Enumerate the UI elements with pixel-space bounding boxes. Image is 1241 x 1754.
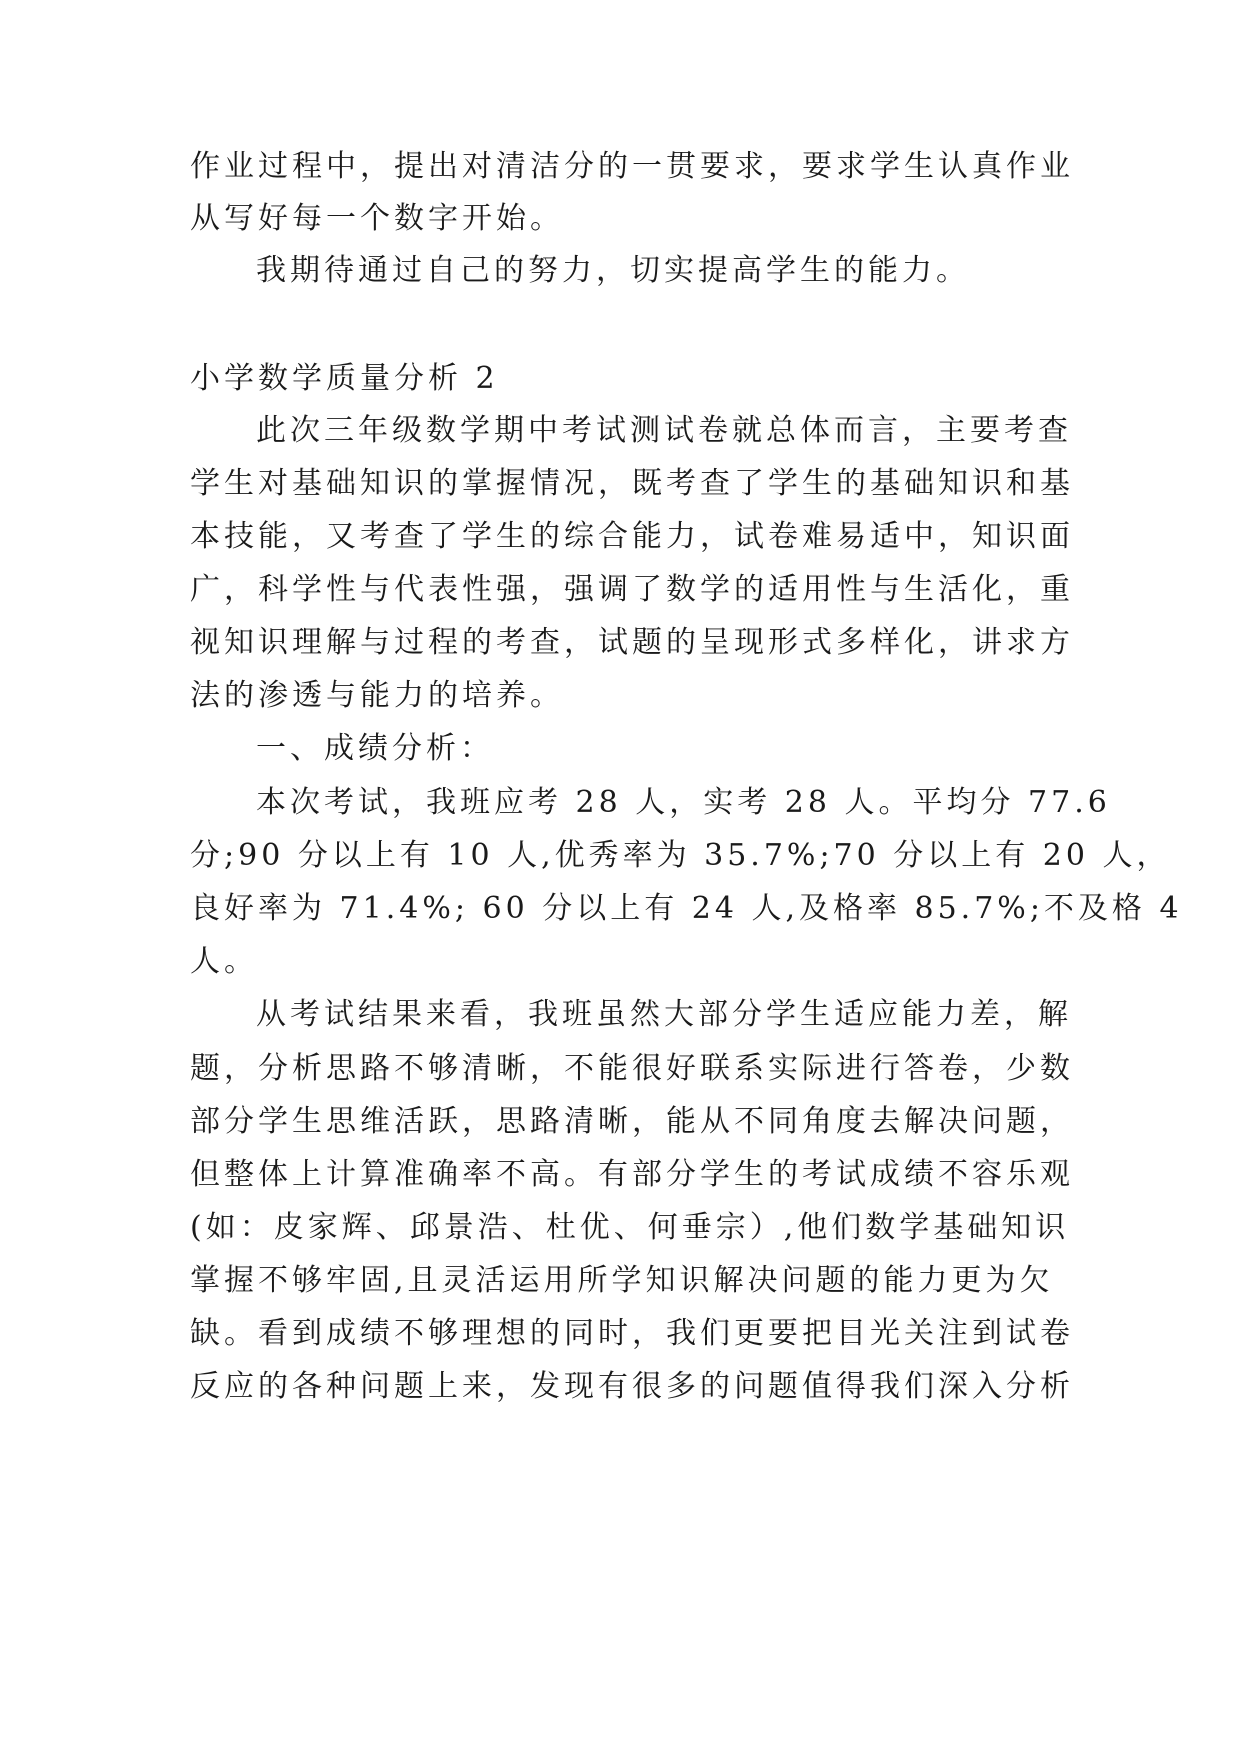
paragraph-line: 广，科学性与代表性强，强调了数学的适用性与生活化，重 bbox=[190, 572, 1074, 607]
subsection-heading: 一、成绩分析： bbox=[256, 731, 494, 766]
paragraph-line: 但整体上计算准确率不高。有部分学生的考试成绩不容乐观 bbox=[190, 1157, 1074, 1192]
paragraph-line: 作业过程中，提出对清洁分的一贯要求，要求学生认真作业 bbox=[190, 149, 1074, 184]
paragraph-line: 我期待通过自己的努力，切实提高学生的能力。 bbox=[256, 253, 970, 288]
paragraph-line: 视知识理解与过程的考查，试题的呈现形式多样化，讲求方 bbox=[190, 625, 1074, 660]
section-heading: 小学数学质量分析 2 bbox=[190, 361, 499, 396]
paragraph-line: 从考试结果来看，我班虽然大部分学生适应能力差，解 bbox=[256, 997, 1072, 1032]
paragraph-line: 分;90 分以上有 10 人,优秀率为 35.7%;70 分以上有 20 人， bbox=[190, 838, 1171, 873]
paragraph-line: 法的渗透与能力的培养。 bbox=[190, 678, 564, 713]
paragraph-line: 良好率为 71.4%; 60 分以上有 24 人,及格率 85.7%;不及格 4 bbox=[190, 891, 1183, 926]
paragraph-line: 部分学生思维活跃，思路清晰，能从不同角度去解决问题， bbox=[190, 1104, 1074, 1139]
paragraph-line: 缺。看到成绩不够理想的同时，我们更要把目光关注到试卷 bbox=[190, 1316, 1074, 1351]
paragraph-line: 反应的各种问题上来，发现有很多的问题值得我们深入分析 bbox=[190, 1369, 1074, 1404]
paragraph-line: 人。 bbox=[190, 944, 258, 979]
paragraph-line: 本次考试，我班应考 28 人，实考 28 人。平均分 77.6 bbox=[256, 785, 1111, 820]
paragraph-line: 从写好每一个数字开始。 bbox=[190, 201, 564, 236]
paragraph-line: 此次三年级数学期中考试测试卷就总体而言，主要考查 bbox=[256, 413, 1072, 448]
paragraph-line: (如：皮家辉、邱景浩、杜优、何垂宗）,他们数学基础知识 bbox=[190, 1210, 1070, 1245]
paragraph-line: 掌握不够牢固,且灵活运用所学知识解决问题的能力更为欠 bbox=[190, 1263, 1054, 1298]
paragraph-line: 本技能，又考查了学生的综合能力，试卷难易适中，知识面 bbox=[190, 519, 1074, 554]
paragraph-line: 学生对基础知识的掌握情况，既考查了学生的基础知识和基 bbox=[190, 466, 1074, 501]
paragraph-line: 题，分析思路不够清晰，不能很好联系实际进行答卷，少数 bbox=[190, 1051, 1074, 1086]
